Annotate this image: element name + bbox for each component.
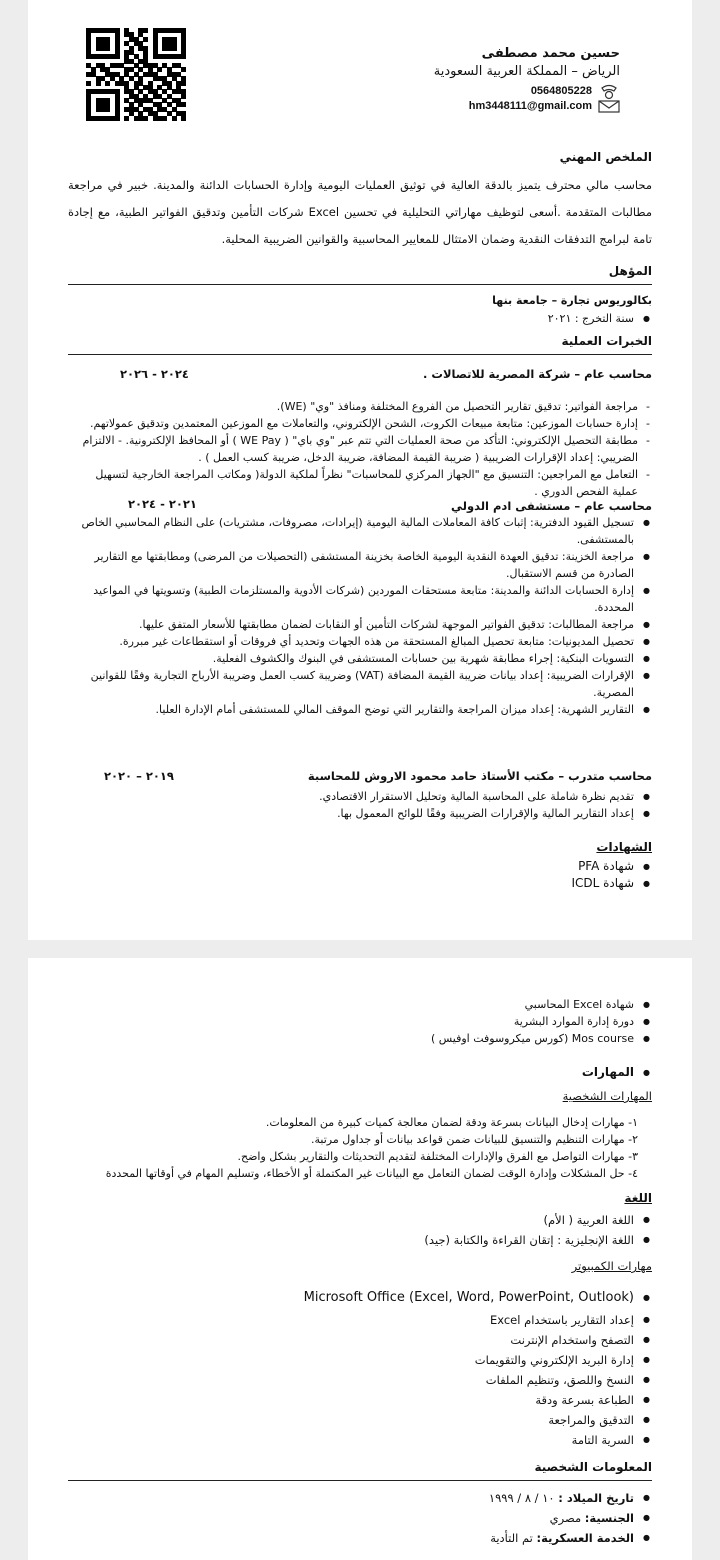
job-dates: ٢٠٢٤ - ٢٠٢٦	[120, 367, 189, 381]
computer-skill: ● التصفح واستخدام الإنترنت	[68, 1330, 652, 1350]
job-duty: ● مراجعة المطالبات: تدقيق الفواتير الموجهة لشركات التأمين أو النقابات لضمان مطابقتها للأسعار المتفق عليها.	[68, 616, 652, 633]
job-dates: ٢٠١٩ – ٢٠٢٠	[104, 769, 174, 783]
resume-page-1	[28, 0, 692, 940]
divider	[68, 354, 652, 355]
qr-module	[181, 81, 186, 86]
job-dates: ٢٠٢١ - ٢٠٢٤	[128, 497, 197, 511]
personal-skill: ٣- مهارات التواصل مع الفرق والإدارات المختلفة لتقديم التحديثات والتقارير بشكل واضح.	[237, 1150, 638, 1163]
certificates-heading: الشهادات	[596, 840, 652, 854]
qualification-heading: المؤهل	[608, 264, 652, 278]
computer-skill: ● إدارة البريد الإلكتروني والتقويمات	[68, 1350, 652, 1370]
job-duty: ● الإقرارات الضريبية: إعداد بيانات ضريبة القيمة المضافة (VAT) وضريبة كسب العمل وضريبة الأرباح التجارية وفقًا للقوانين المصرية.	[68, 667, 652, 701]
qr-module	[181, 67, 186, 72]
qr-module	[143, 28, 148, 33]
qr-module	[172, 46, 177, 51]
degree: بكالوريوس تجارة – جامعة بنها	[492, 294, 652, 307]
job-duty: - مطابقة التحصيل الإلكتروني: التأكد من صحة العمليات التي تتم عبر "وي باي" ( WE Pay ) أو المحافظ الإلكترونية. - الالتزام الضريبي: إعداد الإقرارات الضريبية ( ضريبة القيمة المضافة، ضريبة الدخل، ضريبة كسب العمل ) .	[68, 432, 652, 466]
job-duty: ● تحصيل المديونيات: متابعة تحصيل المبالغ المستحقة من هذه الجهات وتحديد أي فروقات أو استقطاعات غير مبررة.	[68, 633, 652, 650]
computer-skills-list	[68, 1286, 652, 1450]
certificate-item: ● شهادة PFA	[68, 858, 652, 875]
job-duty: ● مراجعة الخزينة: تدقيق العهدة النقدية اليومية الخاصة بخزينة المستشفى (التحصيلات من المرضى) ومطابقتها مع التقارير الصادرة من قسم الاستقبال.	[68, 548, 652, 582]
qr-module	[181, 116, 186, 121]
military-service-label: الخدمة العسكرية:	[536, 1531, 634, 1545]
language-item: ● اللغة العربية ( الأم)	[68, 1210, 652, 1230]
military-service-value: تم التأدية	[490, 1531, 533, 1545]
resume-page-2	[28, 958, 692, 1560]
personal-skill: ٤- حل المشكلات وإدارة الوقت لضمان التعامل مع البيانات غير المكتملة أو الأخطاء، وتسليم المهام في أوقاتها المحددة	[105, 1167, 638, 1180]
job-duty: - التعامل مع المراجعين: التنسيق مع "الجهاز المركزي للمحاسبات" نظراً لملكية الدولة( ومكاتب المراجعة الخارجية لتسهيل عملية الفحص الدوري .	[68, 466, 652, 500]
graduation-year: ● سنة التخرج : ٢٠٢١	[68, 310, 652, 327]
birth-date-row	[68, 1488, 652, 1508]
job-duty: ● إدارة الحسابات الدائنة والمدينة: متابعة مستحقات الموردين (شركات الأدوية والمستلزمات الطبية) وتسويتها في المواعيد المحددة.	[68, 582, 652, 616]
job-duty: ● تسجيل القيود الدفترية: إثبات كافة المعاملات المالية اليومية (إيرادات، مصروفات، مشتريات) على النظام المحاسبي الخاص بالمستشفى.	[68, 514, 652, 548]
computer-skill: ● النسخ واللصق، وتنظيم الملفات	[68, 1370, 652, 1390]
job-duty: ● إعداد التقارير المالية والإقرارات الضريبية وفقًا للوائح المعمول بها.	[68, 805, 652, 822]
qr-module	[115, 54, 120, 59]
applicant-email: hm3448111@gmail.com	[468, 100, 592, 112]
job-title: محاسب عام – مستشفى ادم الدولي	[451, 499, 652, 513]
language-list	[68, 1210, 652, 1250]
job-title: محاسب متدرب – مكتب الأستاذ حامد محمود الاروش للمحاسبة	[307, 769, 652, 783]
job-title: محاسب عام – شركة المصرية للاتصالات .	[423, 367, 652, 381]
qr-module	[181, 102, 186, 107]
job-duty: - إدارة حسابات الموزعين: متابعة مبيعات الكروت، الشحن الإلكتروني، والتعاملات مع الموزعين المعتمدين وتدقيق عمولاتهم.	[68, 415, 652, 432]
qr-module	[143, 116, 148, 121]
certificate-item: ● شهادة Excel المحاسبي	[68, 996, 652, 1013]
certificate-item: ● Mos course (كورس ميكروسوفت اوفيس )	[68, 1030, 652, 1047]
qr-module	[181, 94, 186, 99]
job-duties	[68, 514, 652, 718]
birth-date-value: ١٠ / ٨ / ١٩٩٩	[488, 1491, 555, 1505]
experience-heading: الخبرات العملية	[561, 334, 652, 348]
personal-skills-list	[68, 1114, 652, 1182]
summary-heading: الملخص المهني	[559, 150, 652, 164]
graduation-list	[68, 310, 652, 327]
nationality-row	[68, 1508, 652, 1528]
job-duty: ● التقارير الشهرية: إعداد ميزان المراجعة والتقارير التي توضح الموقف المالي للمستشفى أمام الإدارة العليا.	[68, 701, 652, 718]
job-duty: ● التسويات البنكية: إجراء مطابقة شهرية بين حسابات المستشفى في البنوك والكشوف الفعلية.	[68, 650, 652, 667]
qr-code	[86, 28, 186, 120]
qr-module	[157, 67, 162, 72]
job-duty: - مراجعة الفواتير: تدقيق تقارير التحصيل من الفروع المختلفة ومنافذ "وي" (WE).	[68, 398, 652, 415]
applicant-name: حسين محمد مصطفى	[481, 46, 620, 61]
job-duties	[68, 788, 652, 822]
language-heading: اللغة	[624, 1191, 652, 1205]
divider	[68, 284, 652, 285]
qr-module	[105, 46, 110, 51]
qr-module	[105, 107, 110, 112]
computer-skill: ● إعداد التقارير باستخدام Excel	[68, 1310, 652, 1330]
skills-heading-list	[68, 1064, 652, 1081]
qr-module	[172, 116, 177, 121]
personal-info-list	[68, 1488, 652, 1548]
qr-module	[124, 116, 129, 121]
skills-heading: ● المهارات	[68, 1064, 652, 1081]
computer-skill: ● السرية التامة	[68, 1430, 652, 1450]
computer-skills-heading: مهارات الكمبيوتر	[571, 1259, 652, 1273]
qr-module	[105, 81, 110, 86]
qr-module	[143, 37, 148, 42]
qr-module	[162, 116, 167, 121]
divider	[68, 1480, 652, 1481]
applicant-location: الرياض – المملكة العربية السعودية	[433, 64, 620, 79]
job-duty: ● تقديم نظرة شاملة على المحاسبة المالية وتحليل الاستقرار الاقتصادي.	[68, 788, 652, 805]
personal-info-heading: المعلومات الشخصية	[534, 1460, 652, 1474]
qr-module	[86, 81, 91, 86]
job-duties	[68, 398, 652, 500]
qr-module	[115, 116, 120, 121]
computer-skill: ● Microsoft Office (Excel, Word, PowerPoint, Outlook)	[68, 1286, 652, 1310]
certificates-list-continued	[68, 996, 652, 1047]
nationality-label: الجنسية:	[584, 1511, 634, 1525]
computer-skill: ● الطباعة بسرعة ودقة	[68, 1390, 652, 1410]
summary-text: محاسب مالي محترف يتميز بالدقة العالية في توثيق العمليات اليومية وإدارة الحسابات الدائنة والمدينة. خبير في مراجعة مطالبات المتقدمة .أسعى لتوظيف مهاراتي التحليلية في تحسين Excel شركات التأمين وتدقيق الفواتير الطبية، مع إجادة تامة لبرامج التدفقات النقدية وضمان الامتثال للمعايير المحاسبية والقوانين الضريبية المحلية.	[68, 178, 652, 246]
certificate-item: ● شهادة ICDL	[68, 875, 652, 892]
birth-date-label: تاريخ الميلاد :	[558, 1491, 634, 1505]
nationality-value: مصري	[549, 1511, 582, 1525]
applicant-phone: 0564805228	[530, 85, 592, 97]
personal-skills-heading: المهارات الشخصية	[562, 1089, 652, 1103]
certificates-list	[68, 858, 652, 892]
computer-skill: ● التدقيق والمراجعة	[68, 1410, 652, 1430]
qr-module	[96, 81, 101, 86]
personal-skill: ٢- مهارات التنظيم والتنسيق للبيانات ضمن قواعد بيانات أو جداول مرتبة.	[311, 1133, 638, 1146]
personal-skill: ١- مهارات إدخال البيانات بسرعة ودقة لضمان معالجة كميات كبيرة من المعلومات.	[265, 1116, 638, 1129]
military-service-row	[68, 1528, 652, 1548]
certificate-item: ● دورة إدارة الموارد البشرية	[68, 1013, 652, 1030]
qr-module	[181, 54, 186, 59]
phone-mail-icon	[596, 84, 622, 114]
language-item: ● اللغة الإنجليزية : إتقان القراءة والكتابة (جيد)	[68, 1230, 652, 1250]
